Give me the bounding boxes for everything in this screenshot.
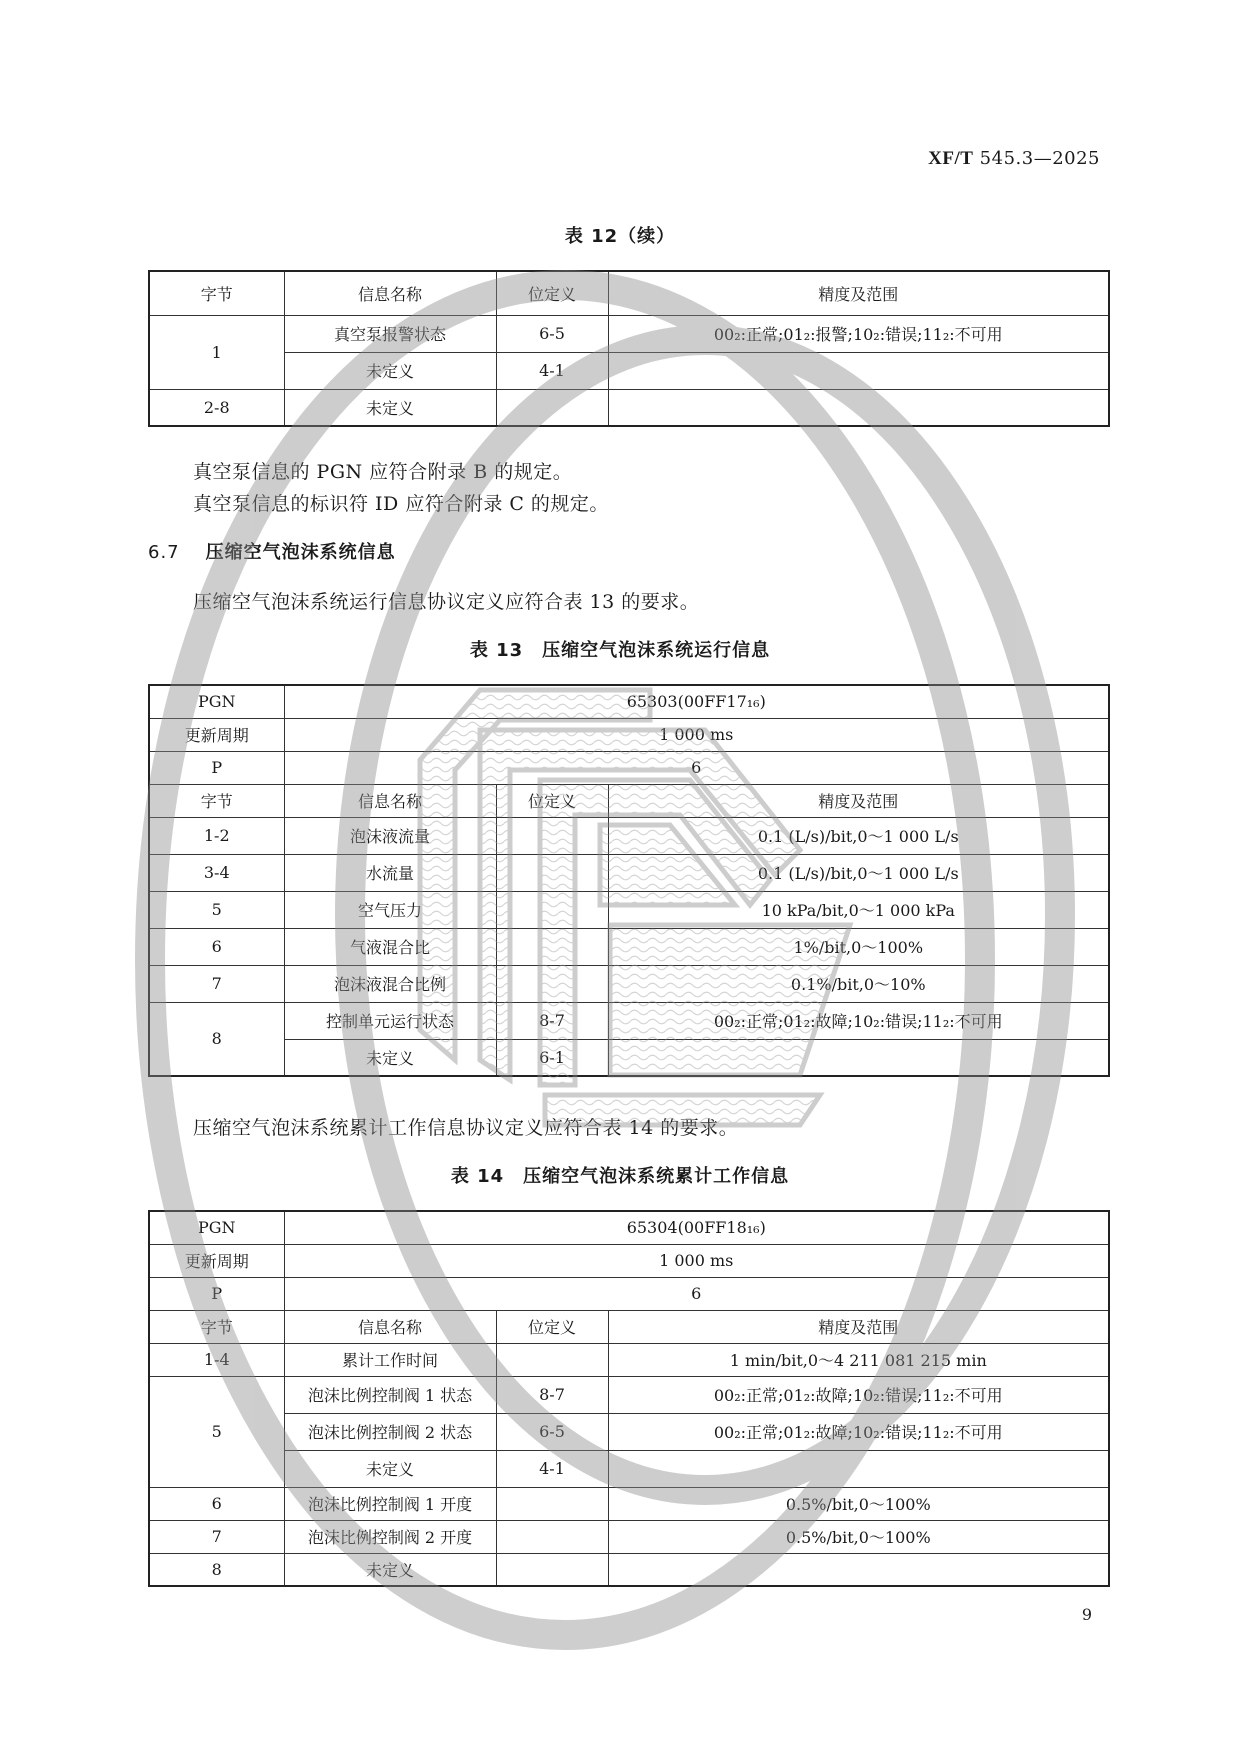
range-cell: 0.1 (L/s)/bit,0～1 000 L/s xyxy=(608,817,1109,854)
table-row xyxy=(149,891,1109,928)
period-label: 更新周期 xyxy=(149,718,284,751)
table-row xyxy=(149,389,1109,426)
bits-cell: 4-1 xyxy=(496,1450,608,1487)
header-cell: 字节 xyxy=(149,784,284,817)
table-row xyxy=(149,751,1109,784)
byte-cell: 1 xyxy=(149,315,284,389)
period-value: 1 000 ms xyxy=(284,718,1109,751)
header-cell: 精度及范围 xyxy=(608,1310,1109,1343)
table-row xyxy=(149,1520,1109,1553)
pgn-label: PGN xyxy=(149,685,284,718)
table-row xyxy=(149,817,1109,854)
priority-label: P xyxy=(149,1277,284,1310)
header-cell: 字节 xyxy=(149,1310,284,1343)
header-cell: 信息名称 xyxy=(284,271,496,315)
paragraph: 压缩空气泡沫系统累计工作信息协议定义应符合表 14 的要求。 xyxy=(193,1117,739,1139)
table-row xyxy=(149,965,1109,1002)
table-14 xyxy=(148,1210,1110,1587)
pgn-value: 65303(00FF17₁₆) xyxy=(284,685,1109,718)
name-cell: 未定义 xyxy=(284,352,496,389)
byte-cell: 6 xyxy=(149,928,284,965)
range-cell: 1%/bit,0～100% xyxy=(608,928,1109,965)
header-cell: 信息名称 xyxy=(284,1310,496,1343)
bits-cell: 6-5 xyxy=(496,315,608,352)
bits-cell xyxy=(496,1553,608,1586)
byte-cell: 1-4 xyxy=(149,1343,284,1376)
header-cell: 信息名称 xyxy=(284,784,496,817)
range-cell: 0.5%/bit,0～100% xyxy=(608,1520,1109,1553)
page-number: 9 xyxy=(1081,1605,1092,1624)
bits-cell: 8-7 xyxy=(496,1376,608,1413)
pgn-label: PGN xyxy=(149,1211,284,1244)
table-header-row xyxy=(149,271,1109,315)
bits-cell: 8-7 xyxy=(496,1002,608,1039)
name-cell: 累计工作时间 xyxy=(284,1343,496,1376)
byte-cell: 5 xyxy=(149,891,284,928)
byte-cell: 7 xyxy=(149,965,284,1002)
table-13 xyxy=(148,684,1110,1077)
table-row xyxy=(149,928,1109,965)
table-row xyxy=(149,718,1109,751)
range-cell: 0.1%/bit,0～10% xyxy=(608,965,1109,1002)
header-cell: 精度及范围 xyxy=(608,784,1109,817)
name-cell: 泡沫比例控制阀 2 状态 xyxy=(284,1413,496,1450)
table-header-row xyxy=(149,1310,1109,1343)
byte-cell: 5 xyxy=(149,1376,284,1487)
bits-cell xyxy=(496,817,608,854)
paragraph: 真空泵信息的标识符 ID 应符合附录 C 的规定。 xyxy=(193,493,609,515)
name-cell: 未定义 xyxy=(284,389,496,426)
name-cell: 泡沫液混合比例 xyxy=(284,965,496,1002)
name-cell: 泡沫比例控制阀 1 状态 xyxy=(284,1376,496,1413)
section-heading xyxy=(148,538,396,564)
section-number: 6.7 xyxy=(148,542,180,563)
table-row xyxy=(149,1039,1109,1076)
byte-cell: 8 xyxy=(149,1002,284,1076)
bits-cell xyxy=(496,1343,608,1376)
table-row xyxy=(149,1343,1109,1376)
table-row xyxy=(149,1244,1109,1277)
range-cell: 0.1 (L/s)/bit,0～1 000 L/s xyxy=(608,854,1109,891)
table-row xyxy=(149,1277,1109,1310)
name-cell: 气液混合比 xyxy=(284,928,496,965)
name-cell: 未定义 xyxy=(284,1553,496,1586)
range-cell: 00₂:正常;01₂:故障;10₂:错误;11₂:不可用 xyxy=(608,1002,1109,1039)
name-cell: 水流量 xyxy=(284,854,496,891)
document-code xyxy=(928,148,1100,170)
table-row xyxy=(149,352,1109,389)
range-cell xyxy=(608,1553,1109,1586)
table-row xyxy=(149,1376,1109,1413)
table-row xyxy=(149,1450,1109,1487)
byte-cell: 6 xyxy=(149,1487,284,1520)
bits-cell xyxy=(496,1487,608,1520)
header-cell: 位定义 xyxy=(496,271,608,315)
range-cell xyxy=(608,389,1109,426)
byte-cell: 3-4 xyxy=(149,854,284,891)
table-row xyxy=(149,1413,1109,1450)
bits-cell: 4-1 xyxy=(496,352,608,389)
bits-cell xyxy=(496,965,608,1002)
header-cell: 字节 xyxy=(149,271,284,315)
name-cell: 真空泵报警状态 xyxy=(284,315,496,352)
range-cell xyxy=(608,1450,1109,1487)
byte-cell: 7 xyxy=(149,1520,284,1553)
table-row xyxy=(149,315,1109,352)
priority-value: 6 xyxy=(284,1277,1109,1310)
paragraph: 真空泵信息的 PGN 应符合附录 B 的规定。 xyxy=(193,461,573,483)
period-label: 更新周期 xyxy=(149,1244,284,1277)
name-cell: 泡沫比例控制阀 2 开度 xyxy=(284,1520,496,1553)
byte-cell: 2-8 xyxy=(149,389,284,426)
name-cell: 泡沫比例控制阀 1 开度 xyxy=(284,1487,496,1520)
bits-cell xyxy=(496,854,608,891)
name-cell: 控制单元运行状态 xyxy=(284,1002,496,1039)
range-cell: 0.5%/bit,0～100% xyxy=(608,1487,1109,1520)
table-12-caption: 表 12（续） xyxy=(564,226,676,247)
section-title: 压缩空气泡沫系统信息 xyxy=(205,542,396,563)
table-row xyxy=(149,854,1109,891)
bits-cell xyxy=(496,891,608,928)
table-12 xyxy=(148,270,1110,427)
pgn-value: 65304(00FF18₁₆) xyxy=(284,1211,1109,1244)
table-14-caption: 表 14 压缩空气泡沫系统累计工作信息 xyxy=(450,1166,790,1187)
bits-cell xyxy=(496,1520,608,1553)
range-cell: 00₂:正常;01₂:报警;10₂:错误;11₂:不可用 xyxy=(608,315,1109,352)
priority-value: 6 xyxy=(284,751,1109,784)
name-cell: 泡沫液流量 xyxy=(284,817,496,854)
document-code-number: 545.3—2025 xyxy=(973,148,1100,169)
bits-cell: 6-1 xyxy=(496,1039,608,1076)
name-cell: 空气压力 xyxy=(284,891,496,928)
range-cell xyxy=(608,352,1109,389)
header-cell: 位定义 xyxy=(496,784,608,817)
header-cell: 位定义 xyxy=(496,1310,608,1343)
bits-cell xyxy=(496,928,608,965)
bits-cell xyxy=(496,389,608,426)
range-cell xyxy=(608,1039,1109,1076)
table-header-row xyxy=(149,784,1109,817)
range-cell: 00₂:正常;01₂:故障;10₂:错误;11₂:不可用 xyxy=(608,1376,1109,1413)
bits-cell: 6-5 xyxy=(496,1413,608,1450)
document-code-prefix: XF/T xyxy=(928,148,974,169)
range-cell: 1 min/bit,0～4 211 081 215 min xyxy=(608,1343,1109,1376)
table-13-caption: 表 13 压缩空气泡沫系统运行信息 xyxy=(469,640,771,661)
paragraph: 压缩空气泡沫系统运行信息协议定义应符合表 13 的要求。 xyxy=(193,591,700,613)
range-cell: 10 kPa/bit,0～1 000 kPa xyxy=(608,891,1109,928)
header-cell: 精度及范围 xyxy=(608,271,1109,315)
byte-cell: 1-2 xyxy=(149,817,284,854)
name-cell: 未定义 xyxy=(284,1450,496,1487)
table-row xyxy=(149,1002,1109,1039)
range-cell: 00₂:正常;01₂:故障;10₂:错误;11₂:不可用 xyxy=(608,1413,1109,1450)
priority-label: P xyxy=(149,751,284,784)
table-row xyxy=(149,1487,1109,1520)
name-cell: 未定义 xyxy=(284,1039,496,1076)
table-row xyxy=(149,1211,1109,1244)
table-row xyxy=(149,685,1109,718)
byte-cell: 8 xyxy=(149,1553,284,1586)
period-value: 1 000 ms xyxy=(284,1244,1109,1277)
table-row xyxy=(149,1553,1109,1586)
